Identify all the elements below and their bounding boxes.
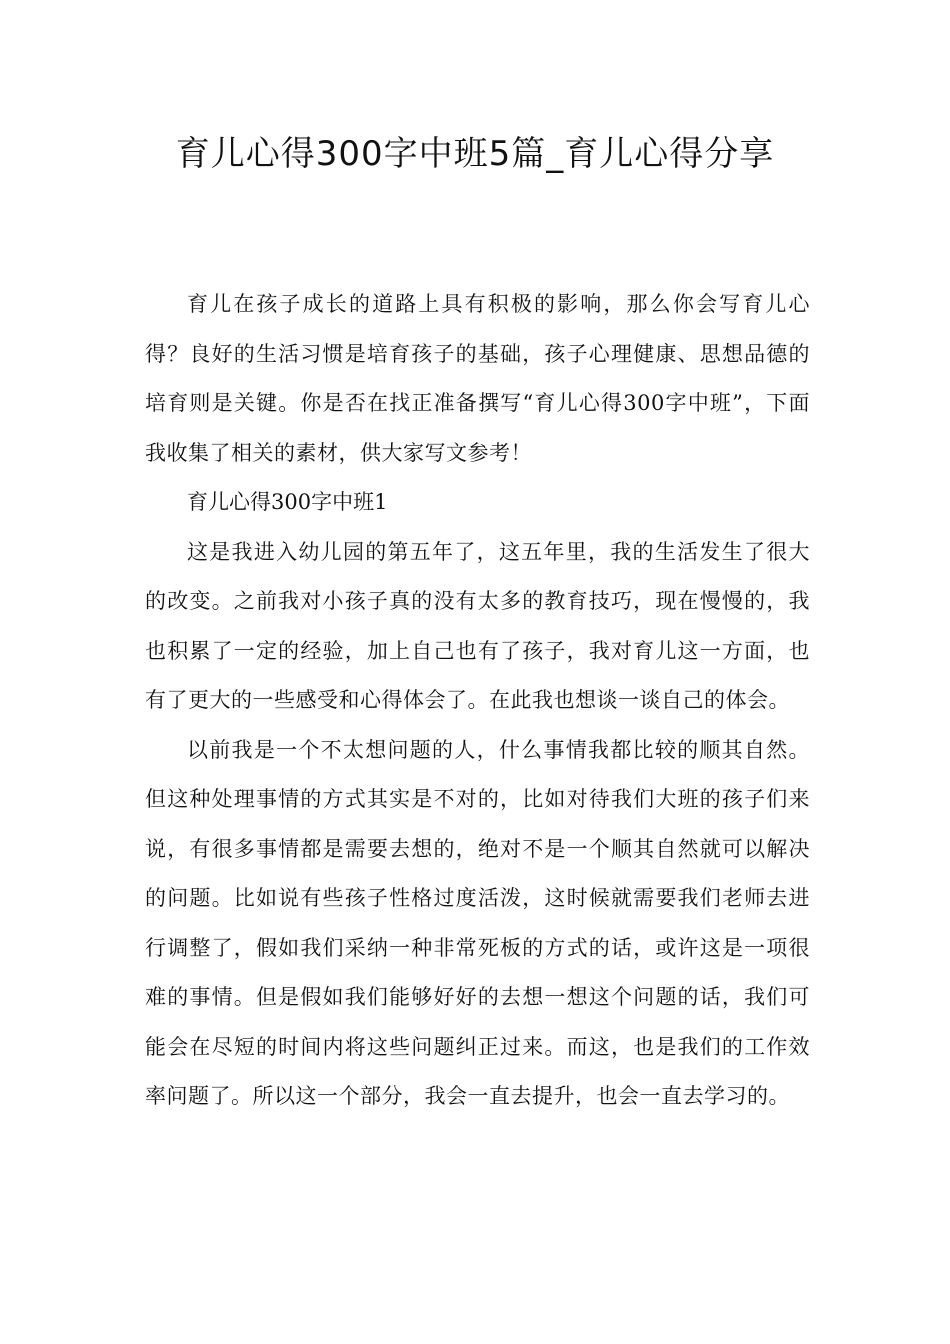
intro-paragraph: 育儿在孩子成长的道路上具有积极的影响，那么你会写育儿心得？良好的生活习惯是培育孩子的基础，孩子心理健康、思想品德的培育则是关键。你是否在找正准备撰写“育儿心得300字中班”，下面我收集了相关的素材，供大家写文参考！ (145, 292, 810, 465)
body-paragraph: 这是我进入幼儿园的第五年了，这五年里，我的生活发生了很大的改变。之前我对小孩子真的没有太多的教育技巧，现在慢慢的，我也积累了一定的经验，加上自己也有了孩子，我对育儿这一方面，也有了更大的一些感受和心得体会了。在此我也想谈一谈自己的体会。 (145, 539, 810, 712)
document-title: 育儿心得300字中班5篇_育儿心得分享 (175, 134, 775, 174)
section-heading: 育儿心得300字中班1 (187, 490, 388, 514)
body-paragraph: 以前我是一个不太想问题的人，什么事情我都比较的顺其自然。但这种处理事情的方式其实是不对的，比如对待我们大班的孩子们来说，有很多事情都是需要去想的，绝对不是一个顺其自然就可以解决的问题。比如说有些孩子性格过度活泼，这时候就需要我们老师去进行调整了，假如我们采纳一种非常死板的方式的话，或许这是一项很难的事情。但是假如我们能够好好的去想一想这个问题的话，我们可能会在尽短的时间内将这些问题纠正过来。而这，也是我们的工作效率问题了。所以这一个部分，我会一直去提升，也会一直去学习的。 (145, 737, 810, 1108)
document-body (145, 280, 810, 1122)
